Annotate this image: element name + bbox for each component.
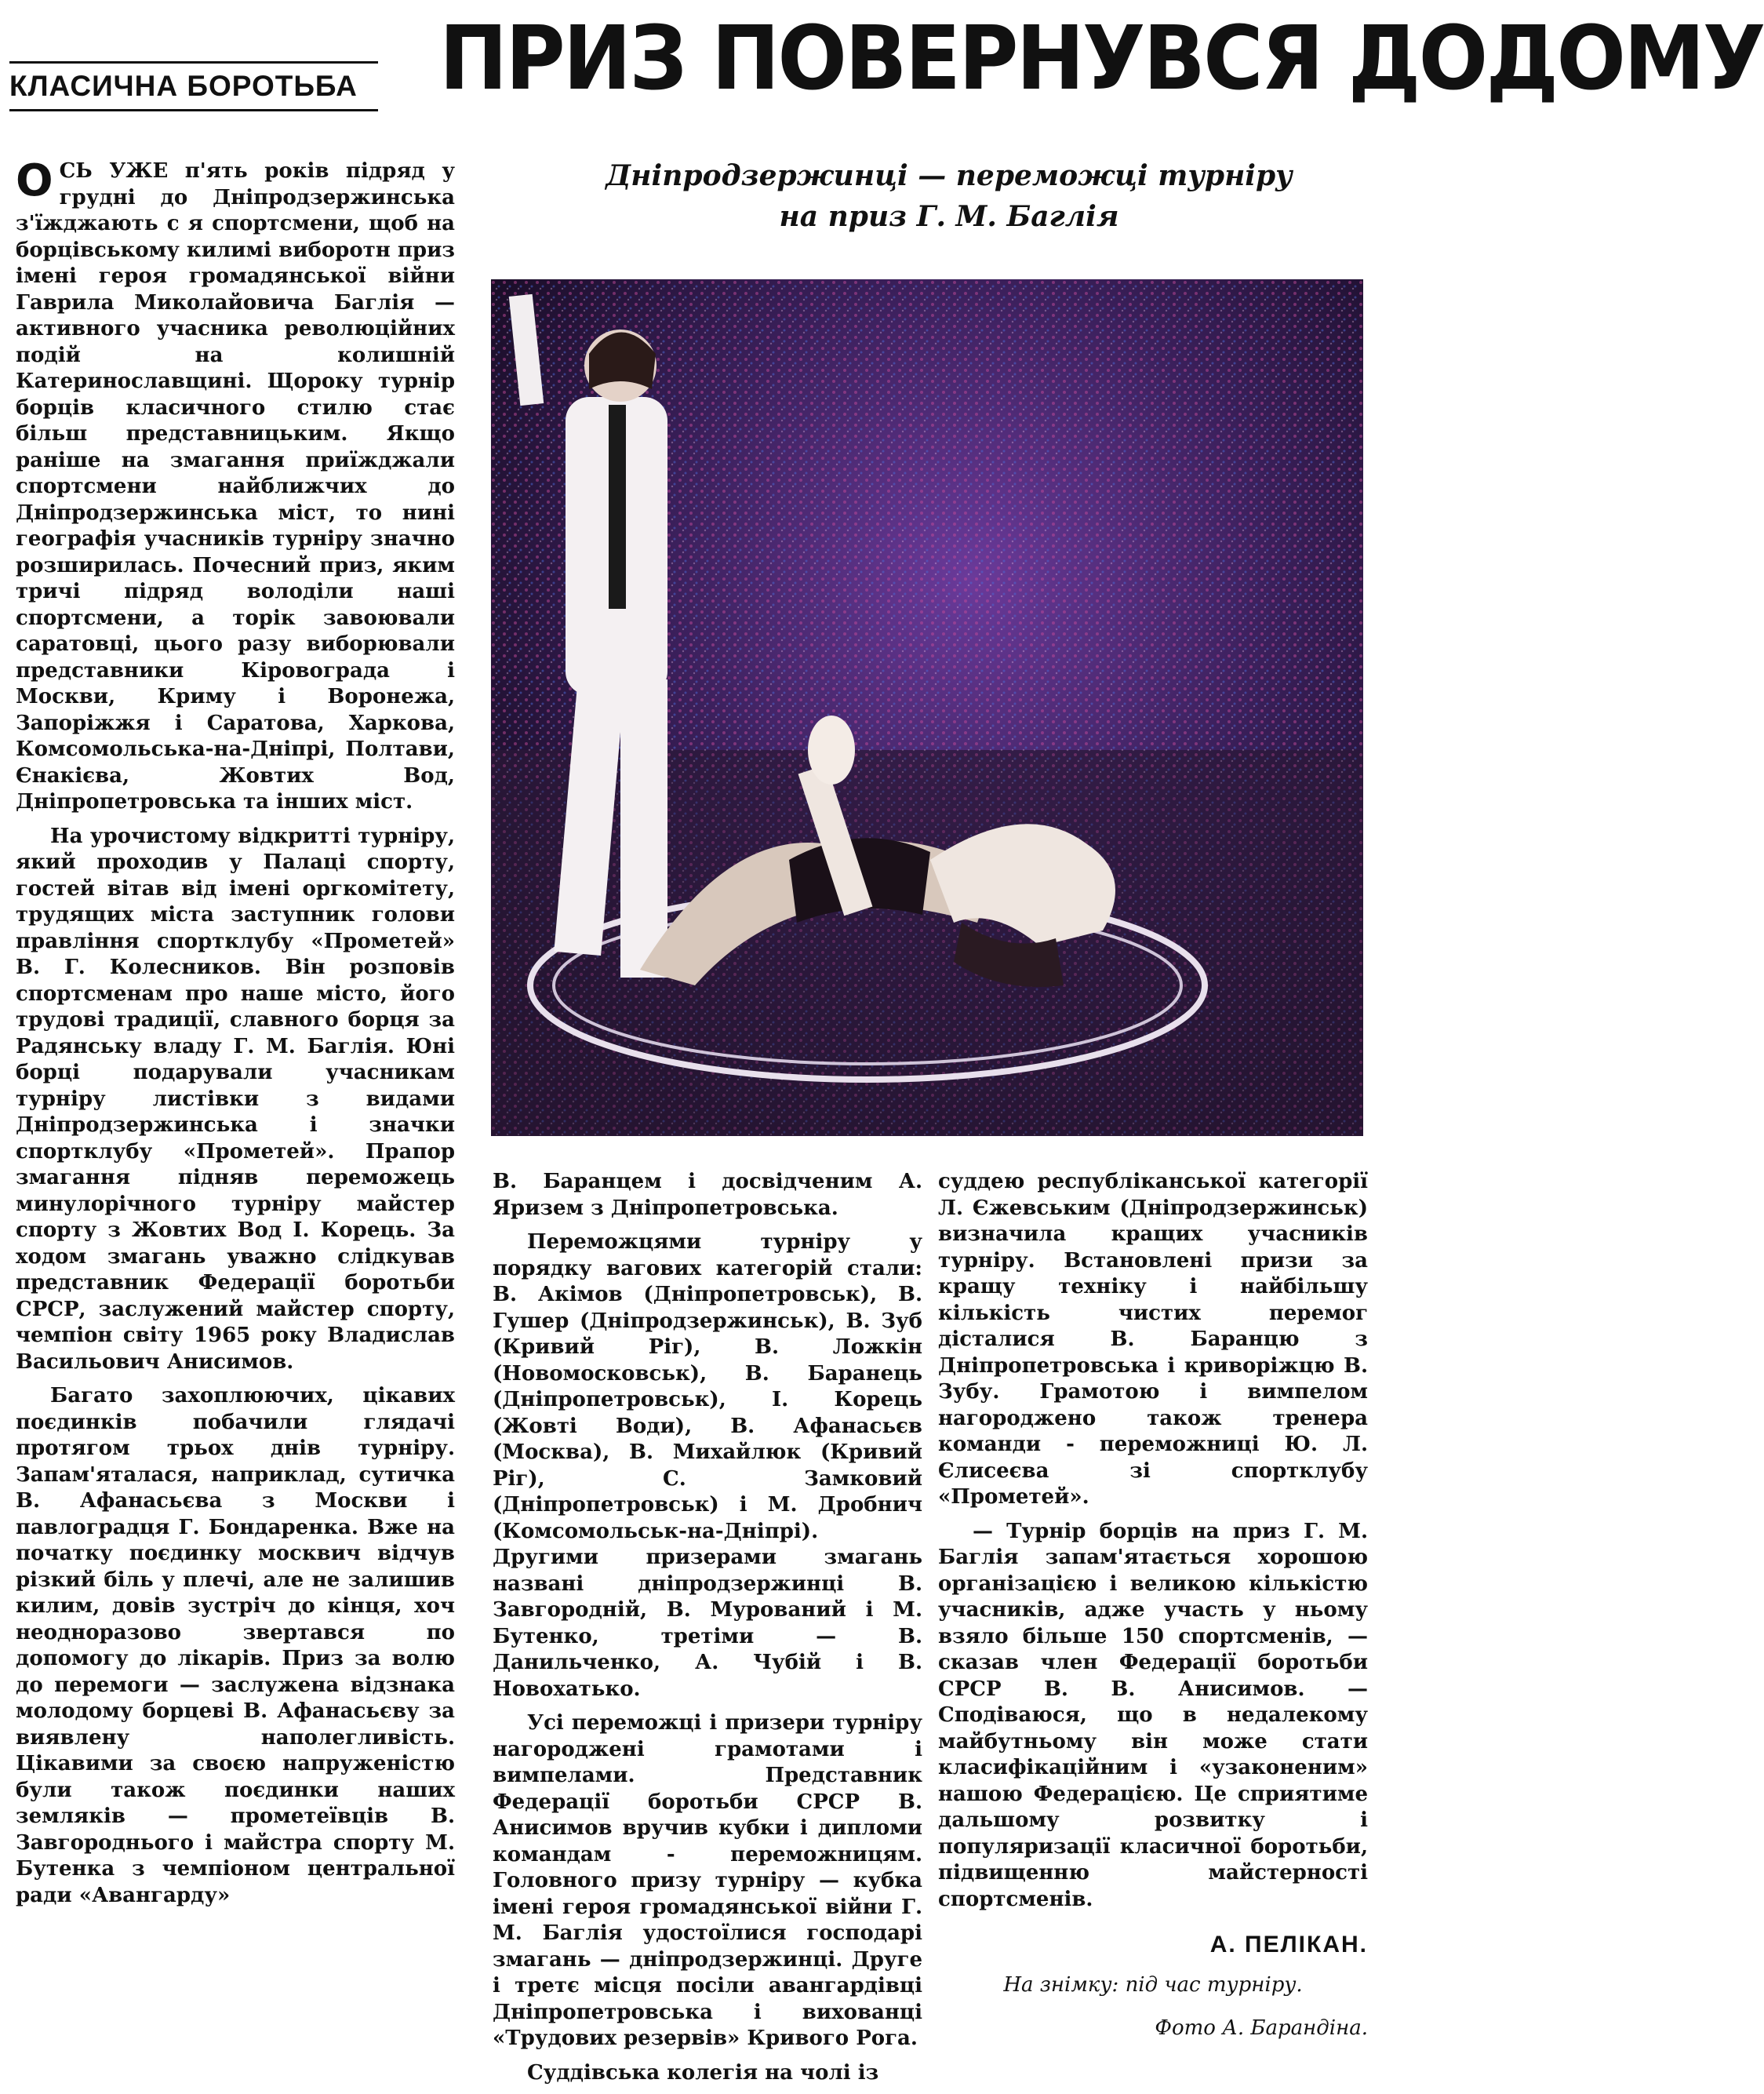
article-column-1 [16,155,455,1917]
article-paragraph: На урочистому відкритті турніру, який проходив у Палаці спорту, гостей вітав від імені оргкомітету, трудящих міста заступник голови правління спортклубу «Прометей» В. Г. Колесников. Він розповів спортсменам про наше місто, його трудові традиції, славного борця за Радянську владу Г. М. Баглія. Юні борці подарували учасникам турніру листівки з видами Дніпродзержинська і значки спортклубу «Прометей». Прапор змагання підняв переможець минулорічного турніру майстер спорту з Жовтих Вод І. Корець. За ходом змагань уважно слідкував представник Федерації боротьби СРСР, заслужений майстер спорту, чемпіон світу 1965 року Владислав Васильович Анисимов. [16,824,455,1374]
article-paragraph: Багато захоплюючих, цікавих поєдинків побачили глядачі протягом трьох днів турніру. Запам'яталася, наприклад, сутичка В. Афанасьєва з Москви і павлоградця Г. Бондаренка. Вже на початку поєдинку москвич відчув різкий біль у плечі, але не залишив килим, довів зустріч до кінця, хоч неодноразово звертався по допомогу до лікарів. Приз за волю до перемоги — заслужена відзнака молодому борцеві В. Афанасьєву за виявлену наполегливість. Цікавими за своєю напруженістю були також поєдинки наших земляків — прометеївців В. Завгороднього і майстра спорту М. Бутенка з чемпіоном центральної ради «Авангарду» [16,1384,455,1907]
article-column-3 [938,1169,1368,2042]
wrestling-photo-image [491,279,1363,1136]
section-rubric: КЛАСИЧНА БОРОТЬБА [9,61,378,111]
subheadline [573,155,1326,237]
article-paragraph: суддею республіканської категорії Л. Єжевським (Дніпродзержинськ) визначила кращих учасників турніру. Встановлені призи за кращу техніку і найбільшу кількість чистих перемог дісталися В. Баранцю з Дніпропетровська і криворіжцю В. Зубу. Грамотою і вимпелом нагороджено також тренера команди - переможниці Ю. Л. Єлисеєва зі спортклубу «Прометей». [938,1170,1368,1509]
article-paragraph: В. Баранцем і досвідченим А. Яризем з Дніпропетровська. [493,1170,922,1220]
article-column-2 [493,1169,922,2094]
headline: ПРИЗ ПОВЕРНУВСЯ ДОДОМУ [439,8,1764,110]
photo-credit: Фото А. Барандіна. [1155,2016,1368,2040]
subheadline-line-1: Дніпродзержинці — переможці турніру [606,159,1293,192]
subheadline-line-2: на приз Г. М. Баглія [779,200,1119,233]
article-paragraph: Усі переможці і призери турніру нагороджені грамотами і вимпелами. Представник Федерації боротьби СРСР В. Анисимов вручив кубки і дипломи командам - переможницям. Головного призу турніру — кубка імені героя громадянської війни Г. М. Баглія удостоїлися господарі змагань — дніпродзержинці. Друге і третє місця посіли авангардівці Дніпропетровська і вихованці «Трудових резервів» Кривого Рога. [493,1711,922,2050]
article-paragraph [16,155,455,816]
article-paragraph-text: СЬ УЖЕ п'ять років підряд у грудні до Дніпродзержинська з'їжджають с я спортсмени, щоб на борцівському килимі виборотн приз імені героя громадянської війни Гаврила Миколайовича Баглія — активного учасника революційних подій на колишній Катеринославщині. Щороку турнір борців класичного стилю стає більш представницьким. Якщо раніше на змагання приїжджали спортсмени найближчих до Дніпродзержинська міст, то нині географія учасників турніру значно розширилась. Почесний приз, яким тричі підряд володіли наші спортсмени, а торік завоювали саратовці, цього разу виборювали представники Кіровограда і Москви, Криму і Воронежа, Запоріжжя і Саратова, Харкова, Комсомольська-на-Дніпрі, Полтави, Єнакієва, Жовтих Вод, Дніпропетровська та інших міст. [16,159,455,814]
article-paragraph: Суддівська колегія на чолі із [527,2060,879,2085]
drop-cap: О [16,155,53,206]
wrestling-photo [491,279,1363,1136]
article-paragraph: Переможцями турніру у порядку вагових категорій стали: В. Акімов (Дніпропетровськ), В. Гушер (Дніпродзержинськ), В. Зуб (Кривий Ріг), В. Ложкін (Новомосковськ), В. Баранець (Дніпропетровськ), І. Корець (Жовті Води), В. Афанасьєв (Москва), В. Михайлюк (Кривий Ріг), С. Замковий (Дніпропетровськ) і М. Дробнич (Комсомольськ-на-Дніпрі). Другими призерами змагань названі дніпродзержинці В. Завгородній, В. Мурований і М. Бутенко, третіми — В. Данильченко, А. Чубій і В. Новохатько. [493,1230,922,1701]
author-signature: А. ПЕЛІКАН. [1209,1932,1368,1957]
photo-caption: На знімку: під час турніру. [1003,1972,1303,1997]
article-paragraph: — Турнір борців на приз Г. М. Баглія запам'ятається хорошою організацією і великою кількістю учасників, адже участь у ньому взяло більше 150 спортсменів, — сказав член Федерації боротьби СРСР В. В. Анисимов. — Сподіваюся, що в недалекому майбутньому він може стати класифікаційним і «узаконеним» нашою Федерацією. Це сприятиме дальшому розвитку і популяризації класичної боротьби, підвищенню майстерності спортсменів. [938,1519,1368,1911]
